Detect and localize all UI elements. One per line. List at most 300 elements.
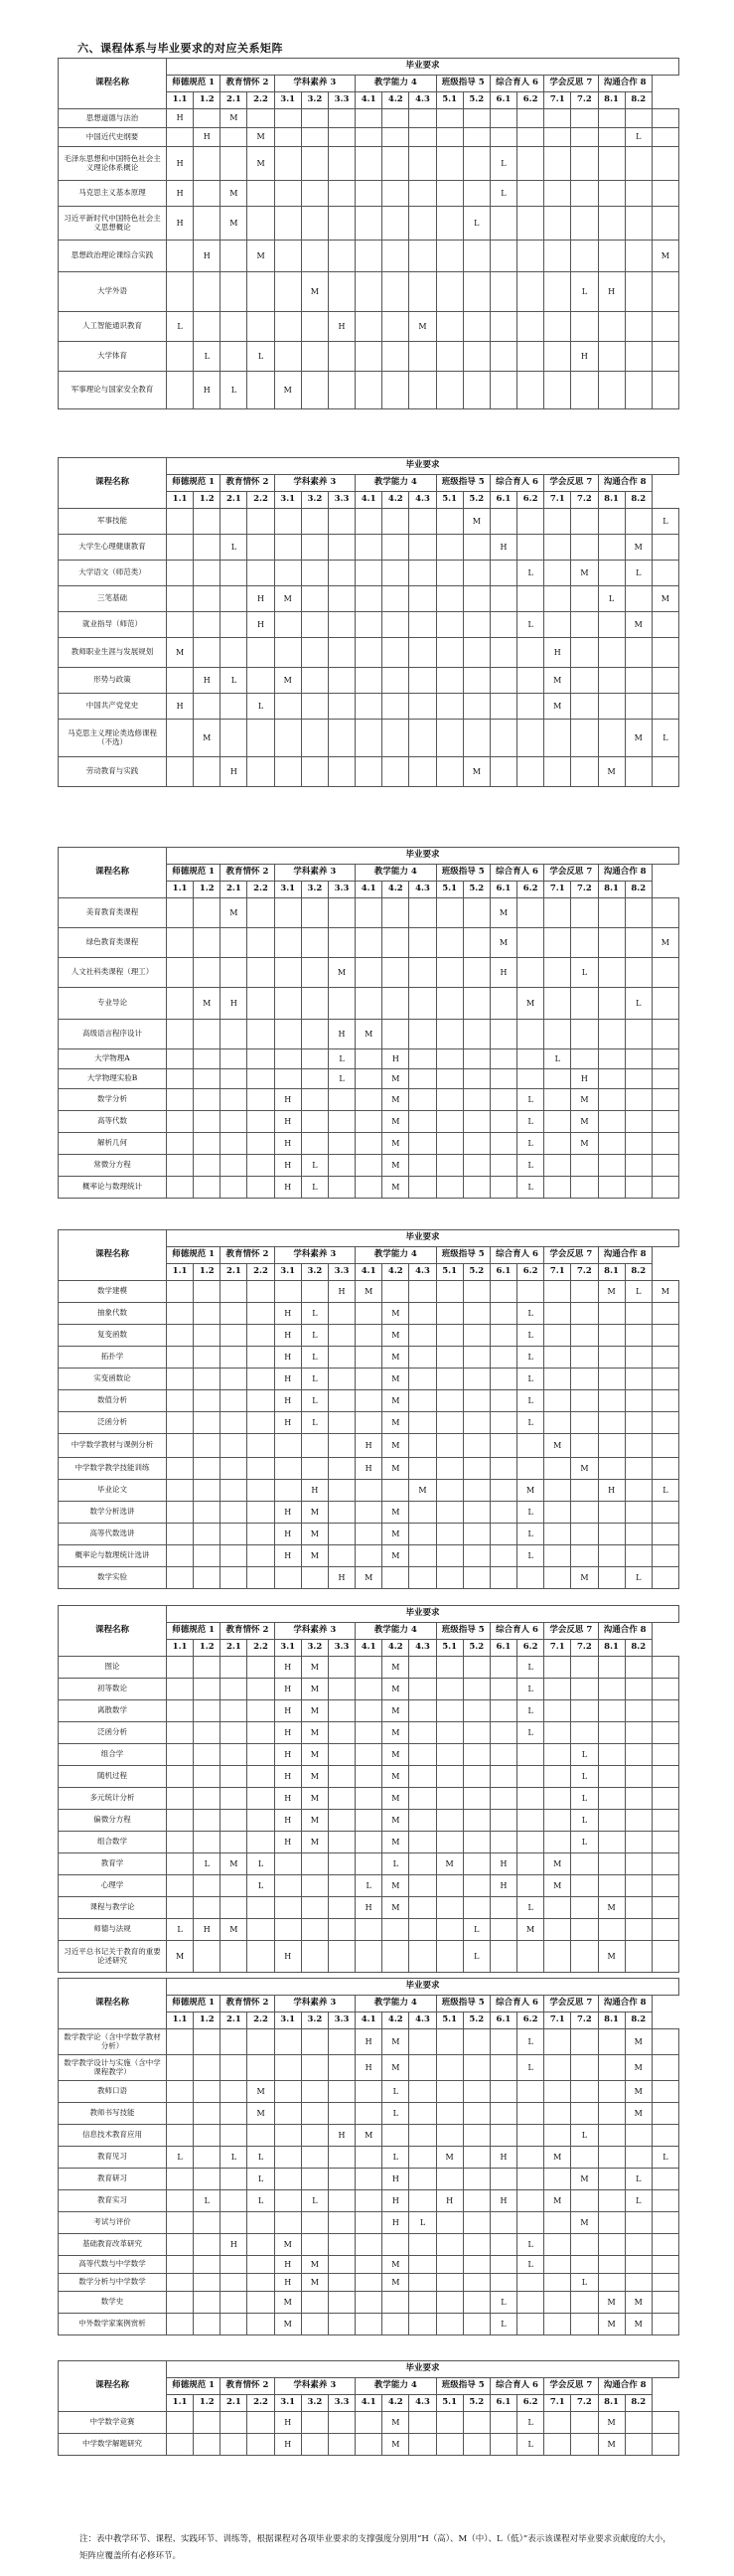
requirement-sub-header: 3.2 <box>301 492 328 509</box>
table-row <box>59 2081 679 2103</box>
support-level-cell: L <box>220 668 247 694</box>
support-level-cell: M <box>652 1281 678 1303</box>
support-level-cell: M <box>247 2081 274 2103</box>
support-level-cell <box>356 1155 382 1177</box>
support-level-cell: H <box>220 757 247 787</box>
table-row <box>59 586 679 612</box>
support-level-cell <box>544 928 571 958</box>
support-level-cell <box>220 1020 247 1049</box>
support-level-cell: H <box>274 2412 301 2434</box>
support-level-cell <box>301 2412 328 2434</box>
support-level-cell <box>436 1049 463 1069</box>
support-level-cell <box>463 2103 490 2125</box>
support-level-cell <box>490 1919 516 1941</box>
course-name-cell: 专业导论 <box>59 988 167 1020</box>
support-level-cell <box>652 1722 678 1744</box>
support-level-cell <box>301 1458 328 1480</box>
support-level-cell <box>220 1788 247 1810</box>
support-level-cell <box>571 1853 598 1875</box>
requirement-sub-header: 3.2 <box>301 1640 328 1657</box>
requirement-sub-header: 4.3 <box>409 882 436 898</box>
support-level-cell <box>598 1766 625 1788</box>
support-level-cell <box>490 1679 516 1700</box>
requirement-sub-header: 2.1 <box>220 1640 247 1657</box>
support-level-cell <box>301 1875 328 1897</box>
support-level-cell <box>409 1788 436 1810</box>
support-level-cell <box>409 535 436 561</box>
support-level-cell <box>625 757 652 787</box>
support-level-cell <box>436 720 463 757</box>
course-name-cell: 图论 <box>59 1657 167 1679</box>
support-level-cell <box>167 241 194 272</box>
support-level-cell: M <box>463 509 490 535</box>
support-level-cell: M <box>490 898 516 928</box>
support-level-cell <box>598 958 625 988</box>
support-level-cell: M <box>544 1434 571 1458</box>
support-level-cell <box>409 757 436 787</box>
support-level-cell <box>436 1434 463 1458</box>
requirement-sub-header: 7.2 <box>571 1264 598 1281</box>
support-level-cell <box>436 2274 463 2292</box>
support-level-cell <box>247 312 274 342</box>
course-name-cell: 毕业论文 <box>59 1480 167 1502</box>
requirement-sub-header: 5.2 <box>463 1640 490 1657</box>
support-level-cell <box>625 1049 652 1069</box>
support-level-cell <box>247 2292 274 2314</box>
support-level-cell <box>356 668 382 694</box>
requirement-group-header: 学科素养 3 <box>274 2378 355 2395</box>
support-level-cell <box>544 1155 571 1177</box>
requirement-sub-header: 4.2 <box>382 492 409 509</box>
support-level-cell <box>409 372 436 409</box>
support-level-cell <box>409 2103 436 2125</box>
support-level-cell <box>625 509 652 535</box>
support-level-cell: M <box>220 1853 247 1875</box>
support-level-cell <box>436 535 463 561</box>
support-level-cell: M <box>382 1303 409 1325</box>
requirement-sub-header: 3.3 <box>328 1264 355 1281</box>
support-level-cell: M <box>382 2274 409 2292</box>
support-level-cell <box>247 668 274 694</box>
support-level-cell: L <box>517 1412 544 1434</box>
support-level-cell <box>517 2147 544 2169</box>
support-level-cell <box>409 1347 436 1368</box>
support-level-cell <box>301 928 328 958</box>
support-level-cell <box>301 241 328 272</box>
support-level-cell <box>544 181 571 207</box>
support-level-cell <box>652 1069 678 1089</box>
support-level-cell <box>328 1155 355 1177</box>
support-level-cell: L <box>463 207 490 241</box>
support-level-cell <box>571 1502 598 1524</box>
support-level-cell <box>194 1810 220 1832</box>
support-level-cell <box>328 372 355 409</box>
requirement-sub-header: 3.2 <box>301 2012 328 2029</box>
support-level-cell <box>544 1111 571 1133</box>
support-level-cell <box>544 720 571 757</box>
requirement-sub-header: 7.1 <box>544 92 571 109</box>
support-level-cell <box>436 312 463 342</box>
support-level-cell <box>220 2256 247 2274</box>
course-name-cell: 军事技能 <box>59 509 167 535</box>
support-level-cell <box>598 1545 625 1567</box>
support-level-cell <box>274 207 301 241</box>
support-level-cell <box>490 720 516 757</box>
support-level-cell <box>463 1434 490 1458</box>
course-name-cell: 拓扑学 <box>59 1347 167 1368</box>
support-level-cell <box>625 241 652 272</box>
requirement-sub-header: 8.1 <box>598 1640 625 1657</box>
support-level-cell <box>356 2103 382 2125</box>
support-level-cell <box>328 1766 355 1788</box>
support-level-cell <box>625 1524 652 1545</box>
course-name-cell: 三笔基础 <box>59 586 167 612</box>
support-level-cell: M <box>194 720 220 757</box>
support-level-cell <box>356 1368 382 1390</box>
support-level-cell <box>409 1434 436 1458</box>
course-name-cell: 马克思主义基本原理 <box>59 181 167 207</box>
support-level-cell <box>625 1069 652 1089</box>
support-level-cell <box>274 757 301 787</box>
support-level-cell <box>247 898 274 928</box>
support-level-cell <box>328 928 355 958</box>
support-level-cell: M <box>625 2029 652 2055</box>
requirement-sub-header: 1.1 <box>167 492 194 509</box>
support-level-cell <box>167 1524 194 1545</box>
course-name-cell: 中国共产党党史 <box>59 694 167 720</box>
support-level-cell <box>194 1177 220 1199</box>
requirement-sub-header: 1.1 <box>167 2395 194 2412</box>
support-level-cell: L <box>409 2212 436 2234</box>
support-level-cell <box>490 1766 516 1788</box>
requirement-sub-header: 3.3 <box>328 882 355 898</box>
requirement-group-header: 学会反思 7 <box>544 1996 598 2012</box>
support-level-cell <box>625 638 652 668</box>
support-level-cell <box>571 2190 598 2212</box>
requirement-sub-header: 6.2 <box>517 492 544 509</box>
support-level-cell <box>652 1832 678 1853</box>
requirement-sub-header: 7.2 <box>571 92 598 109</box>
support-level-cell <box>652 1545 678 1567</box>
support-level-cell <box>544 1458 571 1480</box>
support-level-cell <box>544 1810 571 1832</box>
support-level-cell <box>167 2190 194 2212</box>
support-level-cell <box>652 1111 678 1133</box>
support-level-cell <box>274 2055 301 2081</box>
support-level-cell: M <box>382 1155 409 1177</box>
support-level-cell <box>220 638 247 668</box>
requirement-group-header: 师德规范 1 <box>167 1996 220 2012</box>
support-level-cell <box>436 2081 463 2103</box>
support-level-cell <box>328 638 355 668</box>
requirement-sub-header: 5.2 <box>463 2012 490 2029</box>
support-level-cell <box>409 207 436 241</box>
support-level-cell <box>356 2147 382 2169</box>
requirement-group-header: 学科素养 3 <box>274 865 355 882</box>
support-level-cell <box>247 2212 274 2234</box>
support-level-cell <box>356 1766 382 1788</box>
support-level-cell: L <box>517 1502 544 1524</box>
table-row <box>59 1524 679 1545</box>
support-level-cell <box>167 2081 194 2103</box>
support-level-cell <box>274 2169 301 2190</box>
table-row <box>59 1679 679 1700</box>
support-level-cell <box>598 668 625 694</box>
support-level-cell <box>517 586 544 612</box>
support-level-cell <box>194 1303 220 1325</box>
support-level-cell <box>247 2314 274 2335</box>
course-name-cell: 思想道德与法治 <box>59 109 167 128</box>
support-level-cell <box>517 2103 544 2125</box>
requirement-sub-header: 5.2 <box>463 492 490 509</box>
support-level-cell: M <box>356 1020 382 1049</box>
support-level-cell <box>490 1458 516 1480</box>
support-level-cell <box>463 372 490 409</box>
support-level-cell <box>571 2314 598 2335</box>
support-level-cell <box>544 1069 571 1089</box>
support-level-cell <box>571 2029 598 2055</box>
support-level-cell <box>490 757 516 787</box>
support-level-cell: L <box>517 1325 544 1347</box>
support-level-cell: H <box>301 1480 328 1502</box>
support-level-cell <box>517 720 544 757</box>
support-level-cell <box>194 181 220 207</box>
support-level-cell: L <box>301 2190 328 2212</box>
requirement-sub-header: 1.1 <box>167 1640 194 1657</box>
support-level-cell <box>328 109 355 128</box>
support-level-cell: H <box>274 1133 301 1155</box>
support-level-cell <box>517 694 544 720</box>
support-level-cell <box>356 2234 382 2256</box>
support-level-cell <box>274 638 301 668</box>
support-level-cell: L <box>571 958 598 988</box>
support-level-cell <box>652 1020 678 1049</box>
support-level-cell <box>436 272 463 312</box>
table-row <box>59 1810 679 1832</box>
support-level-cell <box>194 2103 220 2125</box>
support-level-cell: H <box>167 109 194 128</box>
requirement-group-header: 教学能力 4 <box>356 76 436 92</box>
support-level-cell <box>409 1567 436 1589</box>
table-row <box>59 2314 679 2335</box>
support-level-cell <box>409 1049 436 1069</box>
support-level-cell <box>356 2190 382 2212</box>
course-name-cell: 大学体育 <box>59 342 167 372</box>
requirement-group-header: 师德规范 1 <box>167 475 220 492</box>
support-level-cell <box>598 928 625 958</box>
requirement-group-header: 学会反思 7 <box>544 475 598 492</box>
support-level-cell <box>274 147 301 181</box>
support-level-cell <box>571 1545 598 1567</box>
support-level-cell <box>625 1347 652 1368</box>
support-level-cell <box>328 2256 355 2274</box>
support-level-cell <box>356 1524 382 1545</box>
support-level-cell <box>436 2234 463 2256</box>
support-level-cell <box>517 638 544 668</box>
support-level-cell: M <box>274 668 301 694</box>
support-level-cell: M <box>382 1832 409 1853</box>
course-name-cell: 教育见习 <box>59 2147 167 2169</box>
support-level-cell <box>220 2412 247 2434</box>
support-level-cell: M <box>382 1788 409 1810</box>
support-level-cell <box>463 1020 490 1049</box>
support-level-cell <box>409 638 436 668</box>
course-name-cell: 高等代数与中学数学 <box>59 2256 167 2274</box>
support-level-cell <box>625 1700 652 1722</box>
support-level-cell <box>544 509 571 535</box>
requirement-sub-header: 3.1 <box>274 2395 301 2412</box>
support-level-cell <box>167 1368 194 1390</box>
support-level-cell: H <box>274 1941 301 1973</box>
support-level-cell <box>194 2256 220 2274</box>
support-level-cell: M <box>598 1281 625 1303</box>
support-level-cell <box>382 147 409 181</box>
support-level-cell <box>463 2212 490 2234</box>
support-level-cell: H <box>328 1020 355 1049</box>
support-level-cell <box>194 2212 220 2234</box>
support-level-cell <box>625 694 652 720</box>
support-level-cell <box>247 1480 274 1502</box>
support-level-cell <box>490 1480 516 1502</box>
support-level-cell: M <box>625 720 652 757</box>
support-level-cell <box>571 2103 598 2125</box>
support-level-cell: L <box>167 312 194 342</box>
support-level-cell <box>328 561 355 586</box>
requirement-group-header: 综合育人 6 <box>490 76 543 92</box>
support-level-cell <box>382 241 409 272</box>
support-level-cell <box>194 1390 220 1412</box>
support-level-cell <box>652 2412 678 2434</box>
support-level-cell <box>598 1325 625 1347</box>
support-level-cell <box>463 958 490 988</box>
course-name-cell: 解析几何 <box>59 1133 167 1155</box>
table-row <box>59 1657 679 1679</box>
support-level-cell: L <box>194 342 220 372</box>
table-row <box>59 1303 679 1325</box>
support-level-cell <box>167 1897 194 1919</box>
requirement-sub-header: 8.2 <box>625 92 652 109</box>
support-level-cell <box>382 207 409 241</box>
support-level-cell <box>436 1657 463 1679</box>
support-level-cell <box>490 694 516 720</box>
support-level-cell <box>652 2256 678 2274</box>
requirement-group-header: 教育情怀 2 <box>220 865 274 882</box>
table-row <box>59 720 679 757</box>
support-level-cell <box>490 1788 516 1810</box>
course-name-cell: 高等代数选讲 <box>59 1524 167 1545</box>
requirement-group-header: 师德规范 1 <box>167 1623 220 1640</box>
support-level-cell <box>490 1412 516 1434</box>
support-level-cell: M <box>356 1567 382 1589</box>
support-level-cell: M <box>544 2190 571 2212</box>
support-level-cell <box>409 1281 436 1303</box>
support-level-cell: L <box>194 1853 220 1875</box>
support-level-cell <box>490 1700 516 1722</box>
support-level-cell <box>328 2147 355 2169</box>
support-level-cell <box>247 1133 274 1155</box>
support-level-cell: H <box>328 1281 355 1303</box>
support-level-cell <box>409 561 436 586</box>
support-level-cell <box>301 2125 328 2147</box>
support-level-cell: H <box>274 1700 301 1722</box>
course-name-cell: 泛函分析 <box>59 1412 167 1434</box>
course-name-cell: 思想政治理论课综合实践 <box>59 241 167 272</box>
requirement-sub-header: 8.1 <box>598 882 625 898</box>
support-level-cell <box>167 1810 194 1832</box>
support-level-cell <box>194 1089 220 1111</box>
support-level-cell <box>517 207 544 241</box>
support-level-cell <box>328 694 355 720</box>
support-level-cell <box>220 1744 247 1766</box>
support-level-cell: H <box>382 1049 409 1069</box>
support-level-cell <box>625 342 652 372</box>
support-level-cell <box>625 928 652 958</box>
support-level-cell <box>490 128 516 147</box>
support-level-cell <box>328 2292 355 2314</box>
support-level-cell <box>463 1744 490 1766</box>
support-level-cell <box>652 2190 678 2212</box>
support-level-cell: M <box>544 694 571 720</box>
support-level-cell <box>436 1766 463 1788</box>
requirement-sub-header: 7.1 <box>544 2395 571 2412</box>
support-level-cell <box>625 2256 652 2274</box>
support-level-cell <box>571 1412 598 1434</box>
support-level-cell <box>490 2256 516 2274</box>
support-level-cell: L <box>652 509 678 535</box>
course-name-cell: 毛泽东思想和中国特色社会主义理论体系概论 <box>59 147 167 181</box>
requirement-sub-header: 4.1 <box>356 492 382 509</box>
support-level-cell <box>544 1480 571 1502</box>
support-level-cell <box>463 1458 490 1480</box>
support-level-cell <box>356 2169 382 2190</box>
support-level-cell: H <box>194 128 220 147</box>
course-name-header: 课程名称 <box>59 2361 167 2412</box>
support-level-cell <box>571 1434 598 1458</box>
requirement-sub-header: 5.2 <box>463 1264 490 1281</box>
requirement-sub-header: 4.1 <box>356 1640 382 1657</box>
support-level-cell <box>220 2125 247 2147</box>
course-name-cell: 美育教育类课程 <box>59 898 167 928</box>
support-level-cell <box>274 1480 301 1502</box>
support-level-cell <box>328 898 355 928</box>
support-level-cell <box>409 586 436 612</box>
support-level-cell <box>301 1089 328 1111</box>
support-level-cell <box>436 1679 463 1700</box>
requirement-group-header: 班级指导 5 <box>436 1623 490 1640</box>
support-level-cell: M <box>382 1766 409 1788</box>
support-level-cell: L <box>247 2190 274 2212</box>
support-level-cell <box>625 1897 652 1919</box>
requirement-sub-header: 3.3 <box>328 1640 355 1657</box>
support-level-cell <box>598 720 625 757</box>
support-level-cell <box>436 1502 463 1524</box>
support-level-cell <box>598 1567 625 1589</box>
support-level-cell <box>409 1897 436 1919</box>
support-level-cell <box>517 272 544 312</box>
support-level-cell <box>517 1567 544 1589</box>
support-level-cell <box>625 586 652 612</box>
support-level-cell: M <box>571 1111 598 1133</box>
support-level-cell: M <box>247 2103 274 2125</box>
support-level-cell <box>625 1325 652 1347</box>
support-level-cell <box>194 2434 220 2456</box>
requirement-group-header: 师德规范 1 <box>167 865 220 882</box>
support-level-cell <box>220 928 247 958</box>
support-level-cell: M <box>382 2055 409 2081</box>
support-level-cell: L <box>301 1155 328 1177</box>
requirement-group-header: 教学能力 4 <box>356 2378 436 2395</box>
support-level-cell: L <box>517 1897 544 1919</box>
